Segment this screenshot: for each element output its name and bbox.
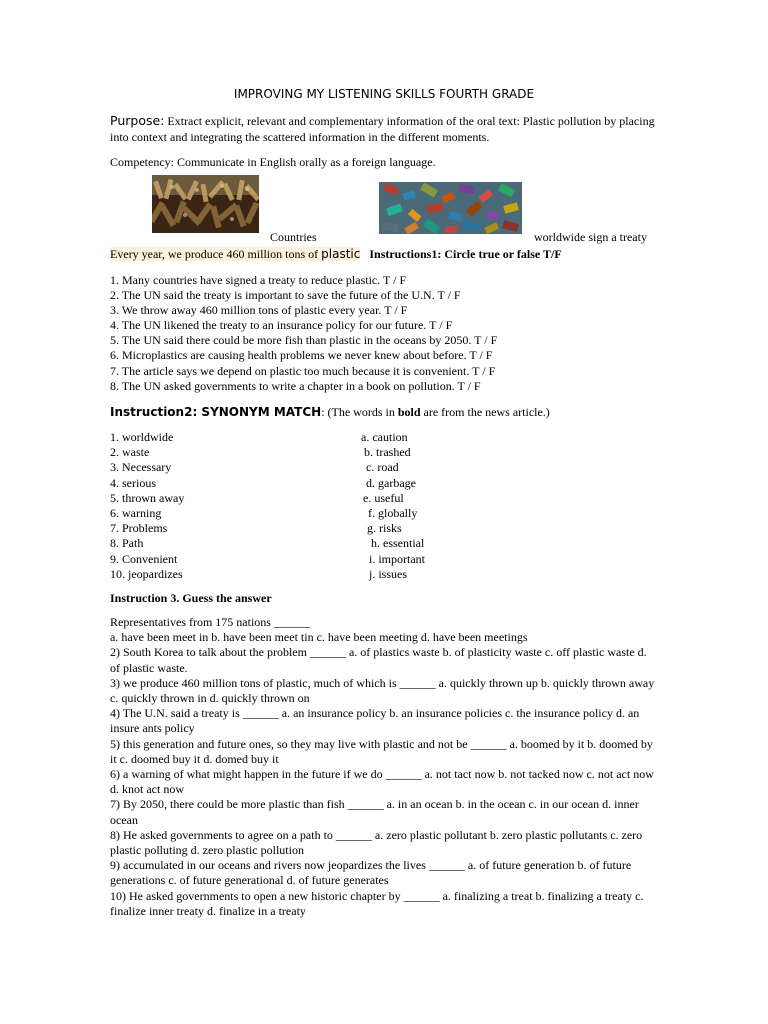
question-item: 5) this generation and future ones, so they may live with plastic and not be ______ a. boomed by it b. doomed by it c. doomed buy it d. domed buy it: [110, 736, 653, 766]
synonym-word: 10. jeopardizes: [110, 566, 183, 581]
highlight-row: [110, 247, 658, 262]
synonym-word: 3. Necessary: [110, 460, 172, 475]
tf-item: 3. We throw away 460 million tons of plastic every year. T / F: [110, 303, 408, 318]
true-false-list: [110, 273, 497, 394]
synonym-word: 9. Convenient: [110, 551, 178, 566]
synonym-word: 1. worldwide: [110, 430, 174, 444]
tf-item: 7. The article says we depend on plastic too much because it is convenient. T / F: [110, 363, 496, 378]
tf-item: 5. The UN said there could be more fish than plastic in the oceans by 2050. T / F: [110, 333, 498, 348]
tf-item: 6. Microplastics are causing health problems we never knew about before. T / F: [110, 348, 493, 363]
question-item: Representatives from 175 nations ______: [110, 615, 310, 629]
instruction2-title: SYNONYM MATCH: [197, 405, 322, 419]
page-title: IMPROVING MY LISTENING SKILLS FOURTH GRADE: [233, 87, 535, 101]
purpose-label: Purpose:: [110, 113, 165, 128]
synonym-match: j. issues: [369, 566, 408, 581]
tf-item: 8. The UN asked governments to write a chapter in a book on pollution. T / F: [110, 378, 481, 393]
highlight-text: Every year, we produce 460 million tons of: [110, 247, 322, 261]
question-item: 6) a warning of what might happen in the future if we do ______ a. not tact now b. not tacked now c. not act now d. knot act now: [110, 767, 654, 797]
question-item: 4) The U.N. said a treaty is ______ a. an insurance policy b. an insurance policies c. the insurance policy d. an insure ants policy: [110, 706, 640, 736]
instruction2-post: are from the news article.): [420, 405, 550, 419]
image-caption-countries: Countries: [270, 230, 317, 244]
guess-question-list: [110, 615, 658, 919]
synonym-match: a. caution: [361, 430, 408, 444]
synonym-words-list: [110, 430, 184, 582]
synonym-match: i. important: [369, 551, 425, 566]
synonym-matches-list: [361, 430, 425, 582]
instruction2-label: Instruction2:: [110, 405, 198, 419]
highlighted-sentence: [110, 247, 360, 261]
tf-item: 4. The UN likened the treaty to an insurance policy for our future. T / F: [110, 318, 453, 333]
question-item: 3) we produce 460 million tons of plastic, much of which is ______ a. quickly thrown up b. quickly thrown away c. quickly thrown in d. quickly thrown on: [110, 675, 655, 706]
synonym-word: 6. warning: [110, 506, 162, 521]
synonym-word: 8. Path: [110, 536, 144, 551]
synonym-word: 4. serious: [110, 475, 156, 490]
synonym-match: h. essential: [371, 536, 425, 551]
synonym-match: f. globally: [368, 506, 418, 521]
question-item: 7) By 2050, there could be more plastic than fish ______ a. in an ocean b. in the ocean c. in our ocean d. inner ocean: [110, 797, 639, 827]
instruction3-heading: Instruction 3. Guess the answer: [110, 591, 272, 605]
question-item: 9) accumulated in our oceans and rivers now jeopardizes the lives ______ a. of future generation b. of future generations c. of future generational d. of future generates: [110, 858, 632, 888]
competency-paragraph: Competency: Communicate in English orally as a foreign language.: [110, 155, 436, 169]
synonym-word: 2. waste: [110, 445, 150, 460]
plastic-waste-image: [379, 182, 522, 234]
image-caption-worldwide: worldwide sign a treaty: [534, 230, 647, 244]
question-item: 8) He asked governments to agree on a path to ______ a. zero plastic pollutant b. zero plastic pollutants c. zero plastic polluting d. zero plastic pollution: [110, 827, 643, 858]
instruction1-heading: Instructions1: Circle true or false T/F: [369, 247, 562, 261]
tf-item: 1. Many countries have signed a treaty to reduce plastic. T / F: [110, 273, 407, 287]
synonym-word: 5. thrown away: [110, 490, 185, 505]
synonym-match: g. risks: [367, 521, 402, 536]
purpose-paragraph: [110, 113, 658, 145]
synonym-match: d. garbage: [366, 475, 416, 490]
highlight-word: plastic: [321, 247, 361, 261]
synonym-match: c. road: [366, 460, 399, 475]
instruction2-bold: bold: [397, 405, 421, 419]
synonym-match: e. useful: [363, 490, 404, 505]
instruction2-pre: : (The words in: [321, 405, 398, 419]
instruction2-heading: [110, 405, 550, 420]
plastic-bottles-image: [152, 175, 259, 233]
question-item: 2) South Korea to talk about the problem ______ a. of plastics waste b. of plasticity waste c. off plastic waste d. of plastic waste.: [110, 645, 647, 675]
synonym-word: 7. Problems: [110, 521, 168, 536]
question-item: a. have been meet in b. have been meet tin c. have been meeting d. have been meetings: [110, 630, 528, 645]
synonym-match: b. trashed: [364, 445, 411, 460]
purpose-text: Extract explicit, relevant and complementary information of the oral text: Plastic pollution by placing into context and integrating the scattered information in the different moments.: [110, 114, 655, 144]
question-item: 10) He asked governments to open a new historic chapter by ______ a. finalizing a treat b. finalizing a treaty c. finalize inner treaty d. finalize in a treaty: [110, 888, 644, 918]
tf-item: 2. The UN said the treaty is important to save the future of the U.N. T / F: [110, 288, 461, 303]
